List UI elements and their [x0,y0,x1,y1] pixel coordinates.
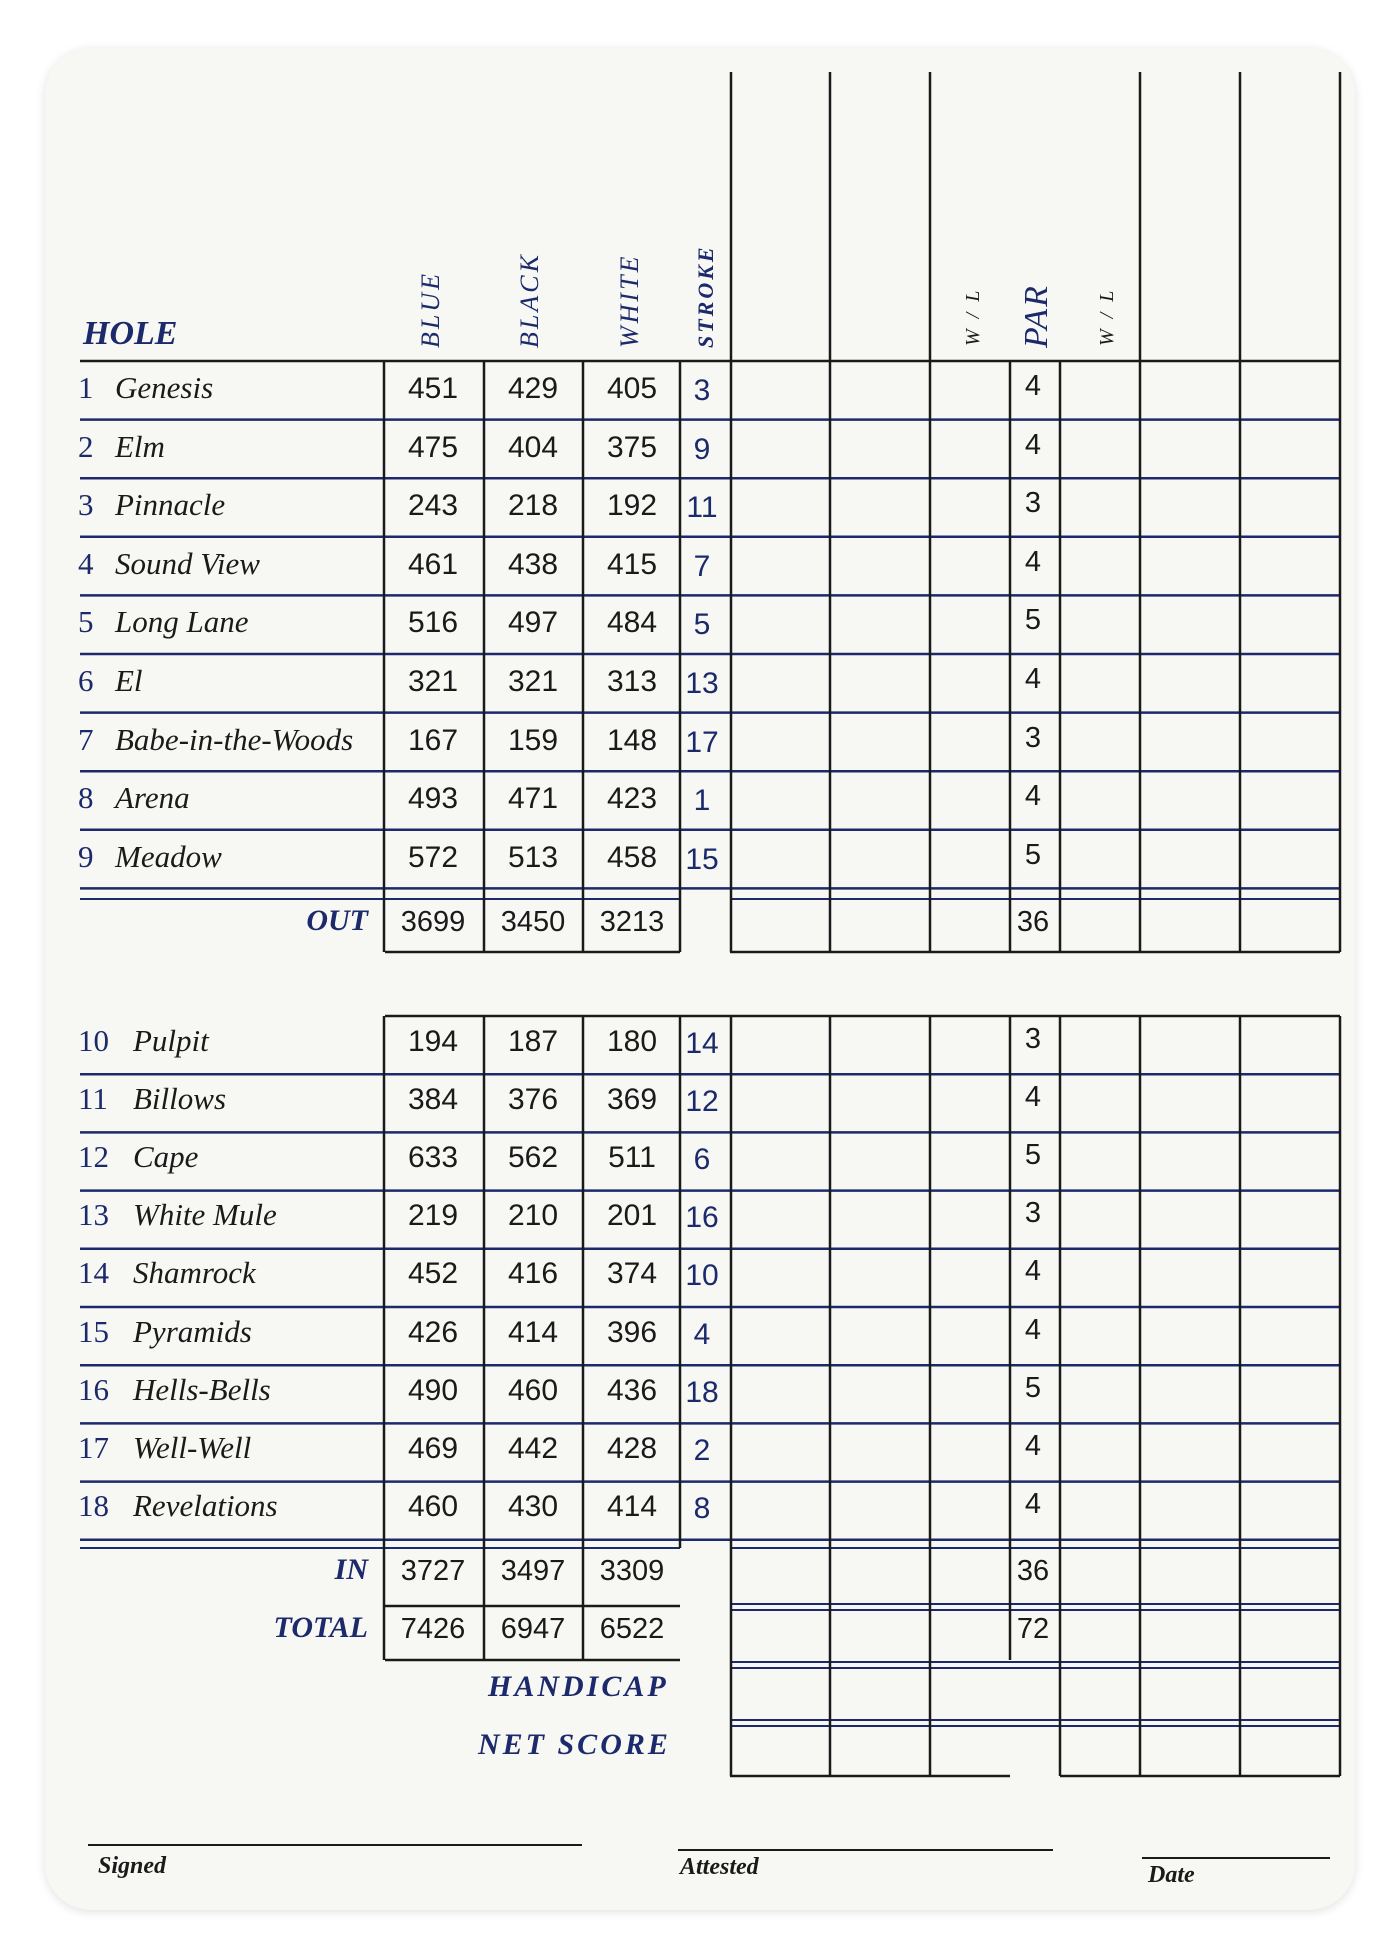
total-black: 6947 [500,1613,566,1645]
out-par: 36 [1016,906,1050,938]
stroke-index: 4 [693,1317,711,1351]
hole-number: 6 [78,663,94,698]
par-value: 4 [1024,1487,1042,1520]
yardage-black: 210 [507,1199,559,1233]
in-black: 3497 [500,1555,566,1587]
par-value: 4 [1024,370,1042,402]
yardage-white: 148 [606,723,658,757]
header-black: BLACK [515,252,544,348]
stroke-index: 1 [693,784,711,818]
hole-name: Revelations [133,1487,278,1523]
par-value: 5 [1024,1371,1042,1404]
out-blue: 3699 [400,906,466,938]
yardage-white: 511 [608,1141,656,1175]
yardage-blue: 451 [407,372,459,405]
header-par: PAR [1018,284,1055,348]
stroke-index: 11 [686,491,718,525]
yardage-white: 436 [606,1373,658,1407]
hole-number: 10 [78,1023,109,1058]
total-label: TOTAL [273,1611,368,1644]
yardage-blue: 321 [407,665,459,698]
in-blue: 3727 [400,1555,466,1587]
yardage-blue: 461 [407,547,459,581]
header-wl-2: W / L [1096,287,1118,346]
yardage-black: 321 [507,665,559,698]
yardage-blue: 469 [407,1431,459,1465]
hole-number: 2 [78,428,94,464]
stroke-index: 16 [685,1201,719,1235]
stroke-index: 10 [685,1259,719,1293]
hole-name: Hells-Bells [133,1371,271,1407]
yardage-white: 484 [606,606,658,640]
yardage-blue: 475 [407,430,459,464]
hole-number: 4 [78,545,94,581]
yardage-white: 369 [606,1083,658,1117]
hole-name: Pulpit [133,1023,209,1058]
hole-number: 14 [78,1255,109,1291]
hole-number: 17 [78,1429,109,1465]
yardage-black: 429 [507,372,559,405]
par-value: 4 [1024,1313,1042,1346]
yardage-white: 180 [606,1025,658,1058]
stroke-index: 8 [693,1491,711,1525]
yardage-white: 201 [606,1199,658,1233]
yardage-black: 562 [507,1141,559,1175]
yardage-black: 438 [507,547,559,581]
attested-label: Attested [680,1854,759,1880]
par-value: 4 [1024,1081,1042,1114]
hole-name: Babe-in-the-Woods [115,721,354,757]
hole-number: 12 [78,1139,109,1175]
yardage-blue: 490 [407,1373,459,1407]
hole-name: Pyramids [133,1313,252,1349]
header-stroke: STROKE [693,244,718,348]
yardage-black: 414 [507,1315,559,1349]
yardage-black: 159 [507,723,559,757]
in-label: IN [334,1553,368,1586]
yardage-blue: 572 [407,840,459,874]
stroke-index: 6 [693,1143,711,1177]
stroke-index: 9 [693,432,711,466]
yardage-black: 218 [507,489,559,523]
out-black: 3450 [500,906,566,938]
yardage-black: 416 [507,1257,559,1291]
stroke-index: 7 [693,549,711,583]
yardage-blue: 194 [407,1025,459,1058]
yardage-black: 471 [507,782,559,816]
stroke-index: 2 [693,1433,711,1467]
yardage-white: 458 [606,840,658,874]
yardage-white: 374 [606,1257,658,1291]
hole-name: Genesis [115,370,214,405]
in-par: 36 [1016,1555,1050,1587]
yardage-white: 313 [606,665,658,698]
stroke-index: 17 [685,725,719,759]
stroke-index: 15 [685,842,719,876]
yardage-blue: 167 [407,723,459,757]
hole-name: Elm [115,428,165,464]
par-value: 4 [1024,428,1042,461]
hole-number: 16 [78,1371,109,1407]
par-value: 5 [1024,1139,1042,1172]
par-value: 4 [1024,780,1042,813]
out-white: 3213 [599,906,665,938]
yardage-black: 497 [507,606,559,640]
par-value: 4 [1024,1429,1042,1462]
hole-number: 15 [78,1313,109,1349]
yardage-blue: 219 [407,1199,459,1233]
hole-number: 18 [78,1487,109,1523]
par-value: 3 [1024,1023,1042,1055]
hole-name: Well-Well [133,1429,252,1465]
hole-number: 9 [78,838,94,874]
par-value: 5 [1024,838,1042,871]
yardage-blue: 426 [407,1315,459,1349]
par-value: 4 [1024,663,1042,695]
stroke-index: 3 [693,374,711,407]
yardage-black: 376 [507,1083,559,1117]
hole-name: Long Lane [115,604,249,640]
yardage-white: 192 [606,489,658,523]
header-hole: HOLE [83,315,178,352]
stroke-index: 18 [685,1375,719,1409]
hole-name: Arena [115,780,190,816]
yardage-white: 428 [606,1431,658,1465]
hole-number: 3 [78,487,94,523]
par-value: 4 [1024,1255,1042,1288]
in-white: 3309 [599,1555,665,1587]
par-value: 3 [1024,721,1042,754]
header-wl-1: W / L [962,287,984,346]
yardage-blue: 460 [407,1489,459,1523]
yardage-black: 404 [507,430,559,464]
hole-name: Billows [133,1081,227,1117]
yardage-black: 187 [507,1025,559,1058]
yardage-white: 423 [606,782,658,816]
hole-name: Pinnacle [115,487,226,523]
hole-number: 5 [78,604,94,640]
par-value: 3 [1024,487,1042,520]
net-score-label: NET SCORE [478,1728,671,1761]
yardage-blue: 452 [407,1257,459,1291]
signed-label: Signed [98,1853,167,1879]
hole-name: Cape [133,1139,199,1175]
total-white: 6522 [599,1613,665,1645]
stroke-index: 14 [685,1027,719,1060]
yardage-white: 415 [606,547,658,581]
yardage-black: 430 [507,1489,559,1523]
yardage-black: 442 [507,1431,559,1465]
yardage-blue: 633 [407,1141,459,1175]
yardage-white: 414 [606,1489,658,1523]
out-label: OUT [306,904,368,937]
yardage-white: 405 [606,372,658,405]
par-value: 5 [1024,604,1042,637]
hole-number: 8 [78,780,94,816]
total-blue: 7426 [400,1613,466,1645]
yardage-white: 396 [606,1315,658,1349]
par-value: 3 [1024,1197,1042,1230]
par-value: 4 [1024,545,1042,578]
header-white: WHITE [615,253,644,348]
hole-number: 7 [78,721,94,757]
yardage-blue: 493 [407,782,459,816]
yardage-black: 460 [507,1373,559,1407]
hole-name: White Mule [133,1197,277,1233]
stroke-index: 13 [685,667,719,700]
stroke-index: 5 [693,608,711,642]
yardage-blue: 243 [407,489,459,523]
header-blue: BLUE [416,271,445,348]
hole-name: El [115,663,143,698]
yardage-white: 375 [606,430,658,464]
total-par: 72 [1016,1613,1050,1645]
stroke-index: 12 [685,1085,719,1119]
hole-number: 11 [78,1081,108,1117]
hole-name: Shamrock [133,1255,256,1291]
yardage-blue: 516 [407,606,459,640]
handicap-label: HANDICAP [488,1670,669,1703]
hole-number: 13 [78,1197,109,1233]
yardage-blue: 384 [407,1083,459,1117]
hole-number: 1 [78,370,94,405]
hole-name: Meadow [115,838,222,874]
date-label: Date [1148,1862,1195,1888]
hole-name: Sound View [115,545,260,581]
yardage-black: 513 [507,840,559,874]
